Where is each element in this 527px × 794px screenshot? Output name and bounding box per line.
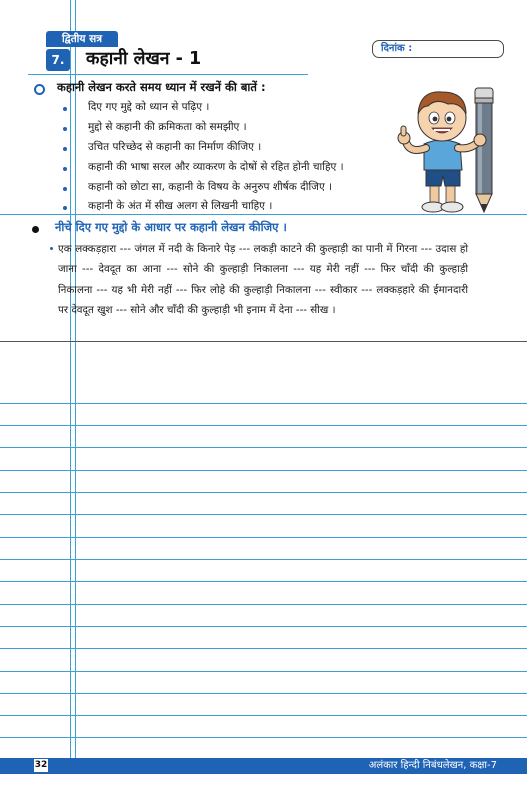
writing-line <box>0 447 527 448</box>
task-bullet-icon <box>32 226 39 233</box>
tips-bullet-icon <box>34 84 45 95</box>
writing-line <box>0 671 527 672</box>
writing-line <box>0 492 527 493</box>
date-field[interactable] <box>372 40 504 58</box>
task-heading: नीचे दिए गए मुद्दो के आधार पर कहानी लेखन कीजिए । <box>55 220 287 234</box>
tip-item: कहानी के अंत में सीख अलग से लिखनी चाहिए । <box>88 200 273 212</box>
tip-item: दिए गए मुद्दे को ध्यान से पढ़िए । <box>88 101 210 113</box>
writing-line <box>0 537 527 538</box>
story-points-text: एक लक्कड़हारा --- जंगल में नदी के किनारे पेड़ --- लकड़ी काटने की कुल्हाड़ी का पानी में गिरना --- उदास हो जाना --- देवदूत का आना --- सोने की कुल्हाड़ी निकालना --- यह मेरी नहीं --- फिर चाँदी की कुल्हाड़ी निकालना --- यह भी मेरी नहीं --- फिर लोहे की कुल्हाड़ी निकालना --- स्वीकार --- लक्कड़हारे की ईमानदारी पर देवदूत खुश --- सोने और चाँदी की कुल्हाड़ी भी इनाम में देना --- सीख । <box>58 243 468 317</box>
writing-line <box>0 425 527 426</box>
bullet-icon <box>63 147 67 151</box>
writing-line <box>0 403 527 404</box>
writing-line <box>0 604 527 605</box>
chapter-number: 7. <box>46 49 70 71</box>
term-label: द्वितीय सत्र <box>46 31 118 47</box>
page-number: 32 <box>34 760 48 770</box>
bullet-icon <box>63 167 67 171</box>
section-divider <box>0 214 527 215</box>
tips-heading: कहानी लेखन करते समय ध्यान में रखनें की बातें : <box>57 80 266 94</box>
tip-item: कहानी को छोटा सा, कहानी के विषय के अनुरुप शीर्षक दीजिए । <box>88 181 333 193</box>
title-underline <box>28 74 308 75</box>
writing-line <box>0 715 527 716</box>
writing-line <box>0 737 527 738</box>
boy-with-pencil-illustration <box>390 80 515 215</box>
margin-line-left <box>70 0 71 758</box>
bullet-icon <box>63 206 67 210</box>
writing-line <box>0 470 527 471</box>
book-title: अलंकार हिन्दी निबंधलेखन, कक्षा-7 <box>368 760 497 771</box>
bullet-icon <box>63 187 67 191</box>
tip-item: कहानी की भाषा सरल और व्याकरण के दोषों से रहित होनी चाहिए । <box>88 161 344 173</box>
margin-line-right <box>75 0 76 758</box>
writing-line <box>0 626 527 627</box>
bullet-icon <box>50 247 53 250</box>
bullet-icon <box>63 107 67 111</box>
story-points <box>58 239 468 321</box>
writing-line <box>0 581 527 582</box>
writing-line <box>0 693 527 694</box>
writing-line <box>0 648 527 649</box>
writing-line <box>0 559 527 560</box>
page-title: कहानी लेखन - 1 <box>86 49 202 69</box>
date-label: दिनांक : <box>381 43 413 54</box>
writing-line <box>0 514 527 515</box>
writing-line <box>0 341 527 342</box>
pencil-icon <box>475 88 493 212</box>
bullet-icon <box>63 127 67 131</box>
tip-item: मुद्दो से कहानी की क्रमिकता को समझीए । <box>88 121 247 133</box>
tip-item: उचित परिच्छेद से कहानी का निर्माण कीजिए । <box>88 141 262 153</box>
